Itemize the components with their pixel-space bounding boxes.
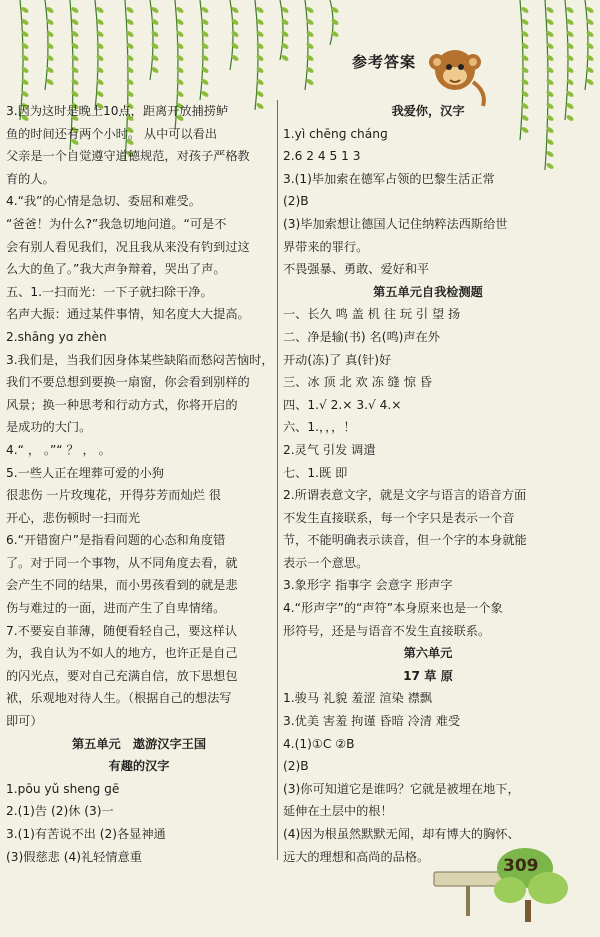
right-answer-line: 不发生直接联系，每一个字只是表示一个音 — [283, 510, 515, 525]
left-answer-line: 是成功的大门。 — [6, 420, 92, 435]
right-answer-line: 延伸在土层中的根！ — [283, 804, 393, 819]
left-answer-line: 五、1.一扫而光：一下子就扫除干净。 — [6, 284, 213, 299]
right-answer-line: (3)你可知道它是谁吗？它就是被埋在地下， — [283, 781, 520, 796]
right-answer-line: 2.6 2 4 5 1 3 — [283, 149, 361, 164]
right-answer-line: 不畏强暴、勇敢、爱好和平 — [283, 262, 430, 277]
right-answer-line: 三、冰 顶 北 欢 冻 缝 惊 昏 — [283, 375, 432, 390]
left-answer-line: 2.(1)告 (2)休 (3)一 — [6, 804, 114, 819]
right-answer-line: 第五单元自我检测题 — [373, 284, 483, 299]
left-answer-line: 伤与难过的一面，进而产生了自卑情绪。 — [6, 601, 226, 616]
left-answer-line: 6.“开错窗户”是指看问题的心态和角度错 — [6, 533, 226, 548]
left-answer-line: 2.shāng yɑ zhèn — [6, 329, 107, 344]
right-answer-line: 一、长久 鸣 盖 机 往 玩 引 望 扬 — [283, 307, 461, 322]
right-answer-line: 界带来的罪行。 — [283, 239, 369, 254]
left-answer-line: 3.(1)有苦说不出 (2)各显神通 — [6, 827, 166, 841]
right-answer-line: 4.(1)①C ②B — [283, 736, 355, 751]
right-answer-line: 二、净是输(书) 名(鸣)声在外 — [283, 329, 440, 344]
left-answer-line: 鱼的时间还有两个小时。 从中可以看出 — [6, 126, 218, 141]
left-answer-line: 即可） — [6, 714, 43, 729]
left-answer-line: 风景；换一种思考和行动方式，你将开启的 — [6, 397, 238, 412]
right-answer-line: 2.所谓表意文字，就是文字与语言的语音方面 — [283, 488, 527, 503]
left-answer-line: 名声大振：通过某件事情，知名度大大提高。 — [6, 307, 250, 322]
left-answer-line: “爸爸！为什么?”我急切地问道。“可是不 — [6, 216, 227, 231]
left-answer-line: 很悲伤 一片玫瑰花，开得芬芳而灿烂 很 — [6, 488, 221, 503]
right-answer-line: 1.yì chēnɡ chánɡ — [283, 126, 388, 141]
right-answer-line: (2)B — [283, 194, 309, 209]
right-answer-line: 七、1.既 即 — [283, 465, 348, 480]
left-answer-line: 第五单元 遨游汉字王国 — [71, 736, 207, 751]
left-answer-line: 袱，乐观地对待人生。（根据自己的想法写 — [6, 691, 232, 706]
right-answer-line: (3)毕加索想让德国人记住纳粹法西斯给世 — [283, 216, 508, 231]
right-answer-line: 3.优美 害羞 拘谨 昏暗 冷清 难受 — [283, 714, 461, 729]
left-answer-line: 开心，悲伤顿时一扫而光 — [6, 510, 141, 525]
column-divider — [277, 100, 278, 860]
left-answer-line: 育的人。 — [6, 171, 55, 186]
right-answer-line: 形符号，还是与语音不发生直接联系。 — [283, 623, 491, 638]
left-answer-line: 有趣的汉字 — [108, 759, 170, 774]
right-answer-line: 3.(1)毕加索在德军占领的巴黎生活正常 — [283, 171, 495, 186]
right-answer-line: (2)B — [283, 759, 309, 774]
page-header-title: 参考答案 — [352, 53, 417, 71]
left-answer-line: 会有别人看见我们，况且我从来没有钓到过这 — [6, 239, 250, 254]
left-answer-line: 4.“ ， 。”“ ？ ， 。 — [6, 442, 111, 457]
right-answer-line: 远大的理想和高尚的品格。 — [283, 849, 430, 864]
left-answer-line: 了。对于同一个事物，从不同角度去看，就 — [6, 555, 238, 570]
left-answer-line: 为，我自认为不如人的地方，也许正是自己 — [6, 646, 238, 661]
right-answer-line: 表示一个意思。 — [283, 555, 369, 570]
right-answer-line: 开动(冻)了 真(针)好 — [283, 352, 392, 367]
right-answer-line: 第六单元 — [403, 646, 453, 661]
left-answer-line: 会产生不同的结果，而小男孩看到的就是悲 — [6, 578, 238, 593]
right-answer-line: (4)因为根虽然默默无闻，却有博大的胸怀、 — [283, 827, 520, 841]
right-answer-line: 节，不能明确表示读音，但一个字的本身就能 — [283, 533, 527, 548]
left-answer-line: 父亲是一个自觉遵守道德规范，对孩子严格教 — [6, 149, 250, 164]
page-number-signpost-icon — [430, 840, 580, 930]
page-number: 309 — [503, 856, 539, 876]
right-answer-column — [283, 100, 573, 868]
left-answer-line: 我们不要总想到要换一扇窗，你会看到别样的 — [6, 375, 250, 390]
right-answer-line: 17 草 原 — [403, 668, 453, 683]
left-answer-line: 5.一些人正在埋葬可爱的小狗 — [6, 465, 164, 480]
left-answer-line: 3.我们是，当我们因身体某些缺陷而愁闷苦恼时， — [6, 352, 274, 367]
right-answer-line: 四、1.√ 2.× 3.√ 4.× — [283, 397, 402, 412]
left-answer-line: 的闪光点，要对自己充满自信，放下思想包 — [6, 668, 238, 683]
left-answer-column — [6, 100, 272, 868]
right-answer-line: 2.灵气 引发 调遣 — [283, 442, 376, 457]
left-answer-line: (3)假慈悲 (4)礼轻情意重 — [6, 849, 142, 864]
right-answer-line: 我爱你，汉字 — [391, 104, 465, 118]
left-answer-line: 么大的鱼了。”我大声争辩着，哭出了声。 — [6, 262, 226, 277]
left-answer-line: 1.pōu yǔ shenɡ ɡē — [6, 781, 120, 796]
right-answer-line: 3.象形字 指事字 会意字 形声字 — [283, 578, 453, 593]
left-answer-line: 3.因为这时是晚上10点，距离开放捕捞鲈 — [6, 104, 229, 118]
left-answer-line: 4.“我”的心情是急切、委屈和难受。 — [6, 194, 201, 209]
right-answer-line: 4.“形声字”的“声符”本身原来也是一个象 — [283, 601, 503, 616]
right-answer-line: 1.骏马 礼貌 羞涩 渲染 襟飘 — [283, 691, 432, 706]
right-answer-line: 六、1.，，，！ — [283, 420, 356, 435]
left-answer-line: 7.不要妄自菲薄，随便看轻自己，要这样认 — [6, 623, 238, 638]
